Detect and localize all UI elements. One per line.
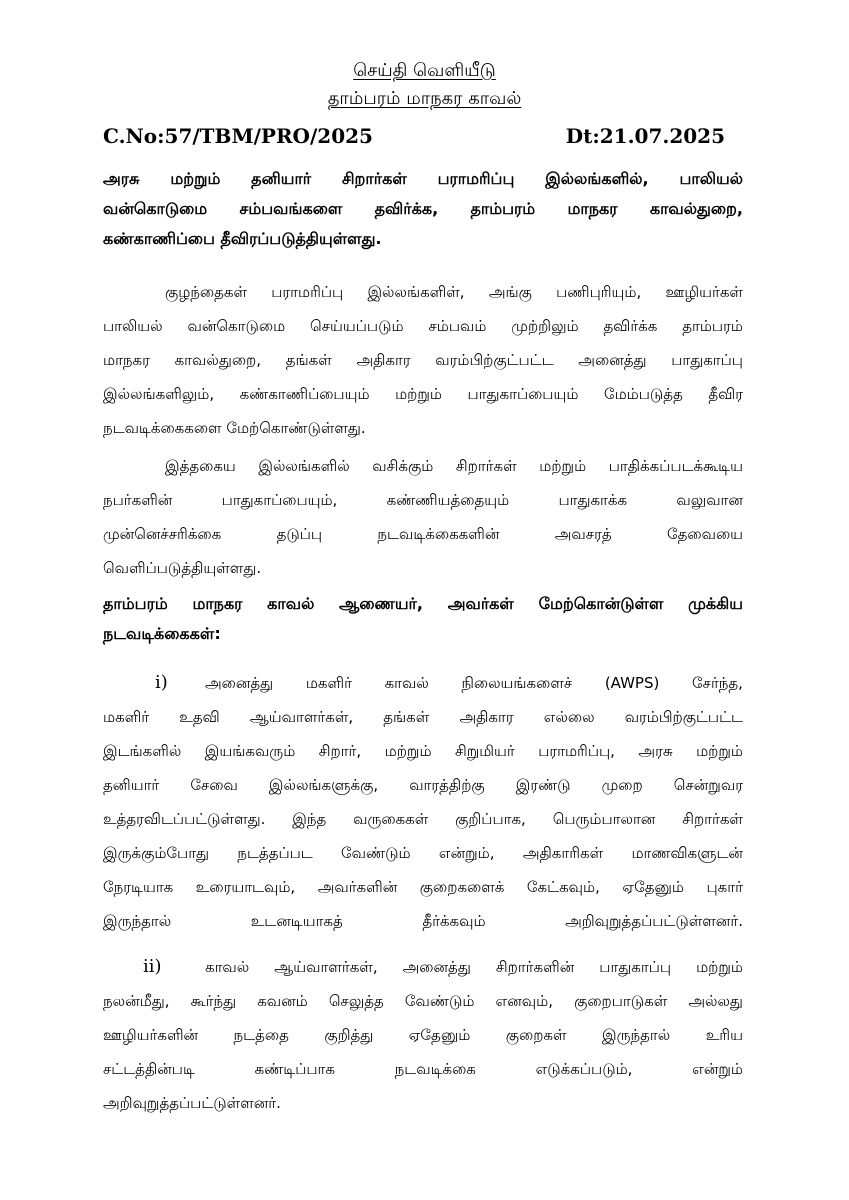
paragraph-line: முன்னெச்சரிக்கை தடுப்பு நடவடிக்கைகளின் அவசரத் தேவையை — [103, 525, 743, 543]
item-line: சட்டத்தின்படி கண்டிப்பாக நடவடிக்கை எடுக்கப்படும், என்றும் — [103, 1060, 743, 1078]
paragraph-line: நடவடிக்கைகளை மேற்கொண்டுள்ளது. — [103, 419, 366, 437]
headline-line: அரசு மற்றும் தனியார் சிறார்கள் பராமரிப்பு இல்லங்களில், பாலியல் — [103, 169, 743, 188]
item-line: இருந்தால் உடனடியாகத் தீர்க்கவும் அறிவுறுத்தப்பட்டுள்ளனர். — [103, 912, 743, 930]
paragraph-line: மாநகர காவல்துறை, தங்கள் அதிகார வரம்பிற்குட்பட்ட அனைத்து பாதுகாப்பு — [103, 351, 743, 369]
document-subtitle: தாம்பரம் மாநகர காவல் — [327, 88, 522, 109]
paragraph-line: பாலியல் வன்கொடுமை செய்யப்படும் சம்பவம் முற்றிலும் தவிர்க்க தாம்பரம் — [103, 317, 743, 335]
case-number: C.No:57/TBM/PRO/2025 — [103, 124, 373, 148]
section-heading-line: தாம்பரம் மாநகர காவல் ஆணையர், அவர்கள் மேற்கொன்டுள்ள முக்கிய — [103, 594, 743, 613]
paragraph-line: குழந்தைகள் பராமரிப்பு இல்லங்களிள், அங்கு பணிபுரியும், ஊழியர்கள் — [165, 283, 743, 301]
section-heading-line: நடவடிக்கைகள்: — [103, 624, 221, 643]
headline-line: கண்காணிப்பை தீவிரப்படுத்தியுள்ளது. — [103, 229, 382, 248]
item-line: தனியார் சேவை இல்லங்களுக்கு, வாரத்திற்கு இரண்டு முறை சென்றுவர — [103, 776, 743, 794]
item-first-line — [103, 951, 743, 983]
paragraph-line: இத்தகைய இல்லங்களில் வசிக்கும் சிறார்கள் மற்றும் பாதிக்கப்படக்கூடிய — [165, 457, 743, 475]
paragraph-line: வெளிப்படுத்தியுள்ளது. — [103, 559, 262, 577]
item-line: இடங்களில் இயங்கவரும் சிறார், மற்றும் சிறுமியர் பராமரிப்பு, அரசு மற்றும் — [103, 742, 743, 760]
item-line: மகளிர் உதவி ஆய்வாளர்கள், தங்கள் அதிகார எல்லை வரம்பிற்குட்பட்ட — [103, 708, 743, 726]
item-marker: ii) — [143, 956, 162, 977]
paragraph-line: இல்லங்களிலும், கண்காணிப்பையும் மற்றும் பாதுகாப்பையும் மேம்படுத்த தீவிர — [103, 385, 743, 403]
item-line: அறிவுறுத்தப்பட்டுள்ளனர். — [103, 1094, 281, 1112]
release-date: Dt:21.07.2025 — [565, 124, 725, 148]
document-title: செய்தி வெளியீடு — [353, 60, 496, 81]
item-marker: i) — [155, 672, 168, 693]
item-line: இருக்கும்போது நடத்தப்பட வேண்டும் என்றும், அதிகாரிகள் மாணவிகளுடன் — [103, 844, 743, 862]
item-line: ஊழியர்களின் நடத்தை குறித்து ஏதேனும் குறைகள் இருந்தால் உரிய — [103, 1026, 743, 1044]
item-first-line — [103, 667, 743, 699]
item-line: உத்தரவிடப்பட்டுள்ளது. இந்த வருகைகள் குறிப்பாக, பெரும்பாலான சிறார்கள் — [103, 810, 743, 828]
item-line: நேரடியாக உரையாடவும், அவர்களின் குறைகளைக் கேட்கவும், ஏதேனும் புகார் — [103, 878, 743, 896]
reference-line — [103, 124, 725, 148]
item-line: நலன்மீது, கூர்ந்து கவனம் செலுத்த வேண்டும் எனவும், குறைபாடுகள் அல்லது — [103, 992, 743, 1010]
item-first-text: காவல் ஆய்வாளர்கள், அனைத்து சிறார்களின் பாதுகாப்பு மற்றும் — [205, 958, 743, 976]
headline-line: வன்கொடுமை சம்பவங்களை தவிர்க்க, தாம்பரம் மாநகர காவல்துறை, — [103, 199, 743, 218]
item-first-text: அனைத்து மகளிர் காவல் நிலையங்களைச் (AWPS) சேர்ந்த, — [205, 674, 743, 692]
paragraph-line: நபர்களின் பாதுகாப்பையும், கண்ணியத்தையும் பாதுகாக்க வலுவான — [103, 491, 743, 509]
